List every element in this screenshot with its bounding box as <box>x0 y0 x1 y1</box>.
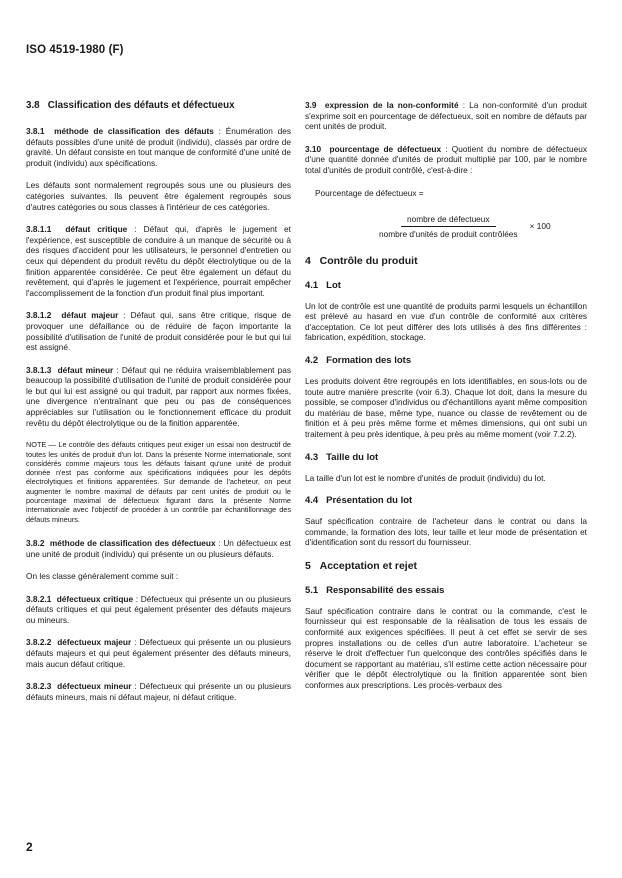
definition-term: défaut critique <box>65 224 128 235</box>
definition-text: : Défaut qui, d'après le jugement et l'expérience, est susceptible de conduire à un manque de sécurité ou à des risques d'accident pour les utilisateurs, le personnel d'entretien ou ceux qui dépendent du produit revêtu du dépôt électrolytique ou de la finition apparentée considérée. Ce peut être également un défaut du revêtement, qui d'après le jugement et l'expérience, pourrait empêcher l'accomplissement de la fonction d'un produit final plus important. <box>26 224 291 298</box>
section-title-text: Contrôle du produit <box>319 254 418 267</box>
definition-3-8-1-2 <box>26 310 291 352</box>
formula-fraction <box>373 214 524 239</box>
definition-text: : Défectueux qui présente un ou plusieurs défauts critiques et qui peut également présenter des défauts majeurs ou mineurs. <box>26 593 291 625</box>
definition-number: 3.8.2.2 <box>26 637 52 648</box>
definition-term: défaut mineur <box>57 364 114 375</box>
formula-fraction-row <box>373 214 587 239</box>
section-number: 4 <box>305 254 311 267</box>
page-number: 2 <box>26 840 33 854</box>
definition-3-8-1-3 <box>26 365 291 429</box>
definition-3-8-2 <box>26 538 291 559</box>
definition-number: 3.8.2 <box>26 537 45 548</box>
section-title-text: Acceptation et rejet <box>319 559 418 572</box>
section-5-1-heading <box>305 585 587 597</box>
section-number: 3.8 <box>26 100 40 111</box>
definition-text: : Énumération des défauts possibles d'une unité de produit (individu), classés par ordre de gravité. Un défaut consiste en tout manque de conformité d'une unité de produit (individu) aux spécifications. <box>26 126 291 168</box>
paragraph-regroupement: Les défauts sont normalement regroupés sous une ou plusieurs des catégories suivantes. Ils peuvent être également regroupés sous d'autres catégories ou sous classes à l'intérieur de ces catégories. <box>26 180 291 212</box>
right-column <box>305 100 587 703</box>
definition-text: : Défaut qui, sans être critique, risque de provoquer une défaillance ou de réduire de façon importante la possibilité d'utilisation de l'unité de produit considérée pour le but qui lui est assigné. <box>26 310 291 353</box>
formula-multiplier: × 100 <box>529 221 551 232</box>
definition-term: défectueux mineur <box>57 681 132 692</box>
section-4-1-text: Un lot de contrôle est une quantité de produits parmi lesquels un échantillon est prélevé au hasard en vue d'un contrôle de conformité aux critères d'acceptation. Ce lot peut différer des lots utilisés à des fins différentes : fabrication, expédition, stockage. <box>305 300 587 343</box>
definition-text: : La non-conformité d'un produit s'exprime soit en pourcentage de défectueux, soit en nombre de défauts par cent unités de produit. <box>305 100 587 132</box>
section-title-text: Lot <box>326 279 341 291</box>
section-title-text: Responsabilité des essais <box>326 584 445 596</box>
definition-3-8-1 <box>26 126 291 168</box>
section-number: 4.4 <box>305 495 319 507</box>
definition-text: : Quotient du nombre de défectueux d'une quantité donnée d'unités de produit multiplié par 100, par le nombre total d'unités de produit contrôlé, c'est-à-dire : <box>305 143 587 175</box>
section-number: 5 <box>305 559 311 572</box>
section-title-text: Classification des défauts et défectueux <box>47 100 235 111</box>
section-4-heading <box>305 255 587 268</box>
section-number: 4.1 <box>305 279 319 291</box>
definition-3-8-2-2 <box>26 637 291 669</box>
definition-term: défectueux critique <box>56 593 134 604</box>
definition-number: 3.8.1.2 <box>26 310 52 321</box>
definition-number: 3.8.1.3 <box>26 364 52 375</box>
section-4-1-heading <box>305 280 587 292</box>
definition-term: méthode de classification des défauts <box>54 126 214 136</box>
section-4-3-text: La taille d'un lot est le nombre d'unités de produit (individu) du lot. <box>305 472 546 483</box>
definition-number: 3.8.1 <box>26 126 45 136</box>
section-4-2-heading <box>305 355 587 367</box>
section-number: 4.2 <box>305 354 319 366</box>
formula-pourcentage-defectueux <box>305 188 587 239</box>
section-4-4-text: Sauf spécification contraire de l'acheteur dans le contrat ou dans la commande, la formation des lots, leur taille et leur mode de présentation et d'identification sont du ressort du fournisseur. <box>305 516 587 548</box>
definition-term: méthode de classification des défectueux <box>49 537 216 548</box>
definition-number: 3.8.2.1 <box>26 593 52 604</box>
definition-text: : Défectueux qui présente un ou plusieurs défauts mineurs, mais ni défaut majeur, ni défaut critique. <box>26 681 291 702</box>
definition-term: expression de la non-conformité <box>324 100 459 110</box>
left-column <box>26 100 291 714</box>
definition-term: pourcentage de défectueux <box>329 143 442 154</box>
section-4-4-heading <box>305 495 587 507</box>
definition-text: : Défaut qui ne réduira vraisemblablement pas beaucoup la possibilité d'utilisation de l'unité de produit considérée pour le but qui lui est assigné ou qui traduit, par rapport aux normes fixées, une divergence n'entraînant que peu ou pas de conséquences appréciables sur l'utilisation ou le fonctionnement efficace du produit revêtu du dépôt électrolytique ou de la finition apparentée. <box>26 364 291 428</box>
document-identifier: ISO 4519-1980 (F) <box>26 44 124 56</box>
paragraph-classement: On les classe généralement comme suit : <box>26 571 179 582</box>
definition-text: : Un défectueux est une unité de produit (individu) qui présente un ou plusieurs défauts. <box>26 537 291 559</box>
section-number: 4.3 <box>305 451 319 463</box>
definition-3-9 <box>305 100 587 132</box>
definition-text: : Défectueux qui présente un ou plusieurs défauts majeurs et qui peut également présenter des défauts mineurs, mais aucun défaut critique. <box>26 637 291 669</box>
definition-3-10 <box>305 144 587 176</box>
section-title-text: Taille du lot <box>326 451 379 463</box>
section-title-text: Formation des lots <box>326 354 412 366</box>
formula-denominator: nombre d'unités de produit contrôlées <box>379 228 518 239</box>
section-4-2-text: Les produits doivent être regroupés en lots identifiables, en sous-lots ou de toute autre manière prescrite (voir 6.3). Chaque lot doit, dans la mesure du possible, se composer d'individus ou d'échantillons ayant même composition du matériau de base, même type, nuance ou classe de revêtement ou de finition et à peu près même forme et mêmes dimensions, qui ont subi un traitement à peu près identique, à peu près au même moment (voir 7.2.2). <box>305 375 587 439</box>
formula-lhs: Pourcentage de défectueux = <box>315 187 424 198</box>
section-5-1-text: Sauf spécification contraire dans le contrat ou la commande, c'est le fournisseur qui est responsable de la réalisation de tous les essais de conformité aux exigences spécifiées. Il peut à cet effet se servir de ses propres installations ou de celles d'un autre laboratoire. L'acheteur se réserve le droit d'effectuer l'un quelconque des contrôles spécifiés dans le document se rapportant au matériau, s'il estime cette action nécessaire pour vérifier que le dépôt électrolytique ou la finition apparentée sont bien conformes aux prescriptions. Les procès-verbaux des <box>305 605 587 691</box>
definition-3-8-1-1 <box>26 224 291 298</box>
definition-term: défectueux majeur <box>57 637 132 648</box>
note-controle-defauts: NOTE — Le contrôle des défauts critiques peut exiger un essai non destructif de toutes les unités de produit d'un lot. Dans la présente Norme internationale, sont considérés comme majeurs tous les défauts faisant qu'une unité de produit donnée n'est pas conforme aux spécifications indiquées pour les dépôts électrolytiques et finitions apparentées. Sur demande de l'acheteur, on peut augmenter le nombre maximal de défauts par cent unités de produit ou le pourcentage maximal de défectueux figurant dans la présente Norme internationale avec l'objectif de procéder à un contrôle par échantillonnage des défauts mineurs. <box>26 440 291 524</box>
definition-number: 3.9 <box>305 100 317 110</box>
definition-3-8-2-1 <box>26 594 291 626</box>
formula-numerator: nombre de défectueux <box>401 214 496 227</box>
section-3-8-heading <box>26 100 291 112</box>
definition-number: 3.8.2.3 <box>26 681 52 692</box>
section-4-3-heading <box>305 452 587 464</box>
definition-3-8-2-3 <box>26 681 291 702</box>
section-title-text: Présentation du lot <box>326 495 413 507</box>
definition-number: 3.10 <box>305 143 322 154</box>
definition-number: 3.8.1.1 <box>26 224 52 235</box>
section-number: 5.1 <box>305 584 319 596</box>
definition-term: défaut majeur <box>61 310 119 321</box>
section-5-heading <box>305 560 587 573</box>
